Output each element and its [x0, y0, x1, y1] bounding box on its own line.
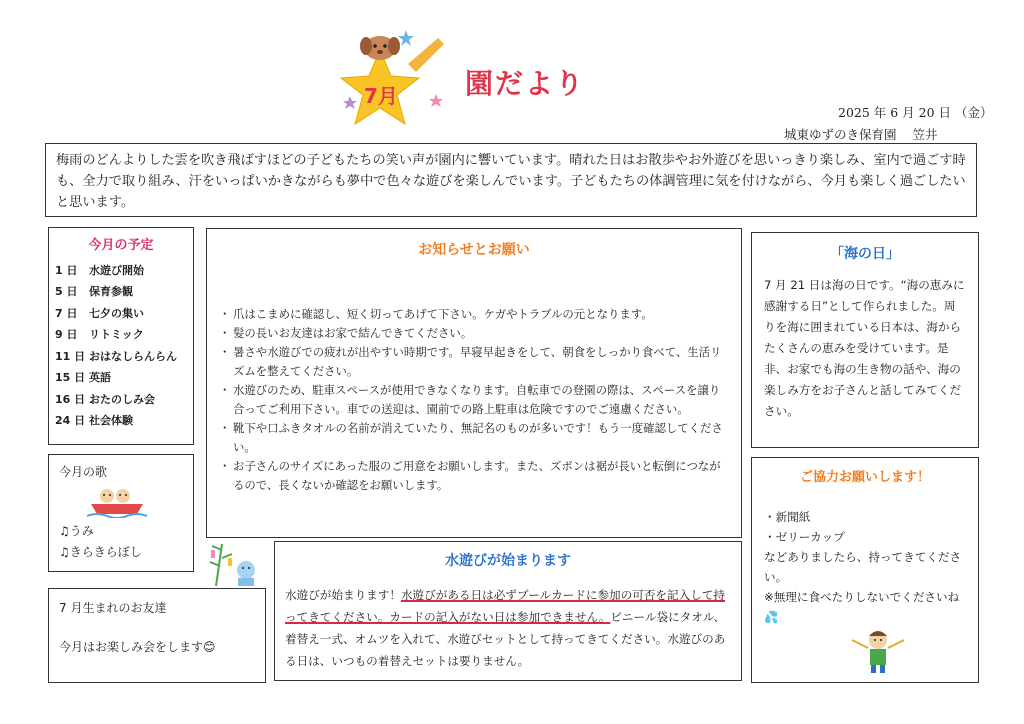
marine-day-text: 7 月 21 日は海の日です。“海の恵みに感謝する日”として作られました。周りを海に囲まれている日本は、海からたくさんの恵みを受けています。是非、お家でも海の生き物の話や、海の楽しみ方をお子さんと話してみてください。 [764, 278, 965, 418]
schedule-item [55, 302, 187, 324]
notice-item: ・ 爪はこまめに確認し、短く切ってあげて下さい。ケガやトラブルの元となります。 [221, 305, 727, 324]
song-item: ♫うみ [59, 524, 94, 538]
birthday-text: 今月はお楽しみ会をします😊 [59, 640, 216, 654]
birthday-box [48, 588, 266, 683]
water-drops-icon: 💦 [764, 610, 779, 624]
schedule-event: 七夕の集い [89, 306, 144, 320]
water-play-text [285, 584, 731, 672]
cooperation-item: ・新聞紙 [764, 510, 811, 524]
notice-item: ・ 髪の長いお友達はお家で結んできてください。 [221, 324, 727, 343]
cooperation-title: ご協力お願いします！ [799, 470, 930, 485]
notice-item: ・ 暑さや水遊びでの疲れが出やすい時期です。早寝早起きをして、朝食をしっかり食べて、生活リズムを整えてください。 [221, 343, 727, 381]
tanabata-illustration [208, 540, 266, 588]
notices-box [206, 228, 742, 538]
page-title: 園だより [465, 67, 586, 100]
notice-item: ・ 靴下や口ふきタオルの名前が消えていたり、無記名のものが多いです！もう一度確認してください。 [221, 419, 727, 457]
schedule-item [55, 367, 187, 389]
schedule-event: おたのしみ会 [89, 392, 155, 406]
boat-icon [87, 484, 147, 518]
schedule-event: 水遊び開始 [89, 263, 144, 277]
schedule-event: 英語 [89, 371, 111, 385]
schedule-day: 24 日 [55, 414, 86, 428]
song-item: ♫きらきらぼし [59, 545, 142, 559]
music-note-icon: ♫ [59, 524, 70, 538]
birthday-title: 7 月生まれのお友達 [59, 601, 167, 615]
notice-list [221, 305, 727, 495]
intro-text: 梅雨のどんよりした雲を吹き飛ばすほどの子どもたちの笑い声が園内に響いています。晴れた日はお散歩やお外遊びを思いっきり楽しみ、室内で過ごす時も、全力で取り組み、汗をいっぱいかきながらも夢中で色々な遊びを楽しんでいます。子どもたちの体調管理に気を付けながら、今月も楽しく過ごしたいと思います。 [56, 153, 966, 210]
schedule-day: 5 日 [55, 285, 78, 299]
water-play-box [274, 541, 742, 681]
schedule-item [55, 281, 187, 303]
schedule-day: 15 日 [55, 371, 86, 385]
notice-item: ・ お子さんのサイズにあった服のご用意をお願いします。また、ズボンは裾が長いと転倒につながるので、長くないか確認をお願いします。 [221, 457, 727, 495]
cooperation-warning: ※無理に食べたりしないでくださいね💦 [764, 590, 960, 624]
cooperation-text [764, 507, 966, 627]
marine-day-title: 「海の日」 [830, 246, 900, 262]
child-illustration [848, 626, 908, 674]
cooperation-note: などありましたら、持ってきてください。 [764, 550, 962, 584]
schedule-event: 社会体験 [89, 414, 133, 428]
schedule-box [48, 227, 194, 445]
cooperation-box [751, 457, 979, 683]
schedule-item [55, 324, 187, 346]
water-important-note: 水遊びがある日は必ずプールカードに参加の可否を記入して持ってきてください。カードの記入がない日は参加できません。 [285, 588, 726, 624]
marine-day-box [751, 232, 979, 448]
schedule-day: 7 日 [55, 306, 78, 320]
schedule-event: おはなしらんらん [89, 349, 177, 363]
issue-date: 2025 年 6 月 20 日 （金） [838, 105, 993, 120]
song-box [48, 454, 194, 572]
schedule-item [55, 410, 187, 432]
notices-title: お知らせとお願い [418, 242, 530, 258]
schedule-event: リトミック [89, 328, 144, 342]
schedule-title: 今月の予定 [88, 238, 154, 253]
schedule-item [55, 259, 187, 281]
schedule-item [55, 388, 187, 410]
intro-box [45, 143, 977, 217]
schedule-day: 11 日 [55, 349, 86, 363]
music-note-icon: ♫ [59, 545, 70, 559]
cooperation-item: ・ゼリーカップ [764, 530, 845, 544]
water-lead: 水遊びが始まります！ [285, 588, 401, 602]
schedule-day: 9 日 [55, 328, 78, 342]
schedule-item [55, 345, 187, 367]
notice-item: ・ 水遊びのため、駐車スペースが使用できなくなります。自転車での登園の際は、スペースを譲り合ってご利用下さい。車での送迎は、園前での路上駐車は危険ですのでご遠慮ください。 [221, 381, 727, 419]
schedule-event: 保育参観 [89, 285, 133, 299]
water-rest: ビニール袋にタオル、着替え一式、オムツを入れて、水遊びセットとして持ってきてください。水遊びのある日は、いつもの着替えセットは要りません。 [285, 610, 726, 668]
water-play-title: 水遊びが始まります [445, 553, 571, 569]
month-label: 7月 [364, 84, 398, 108]
schedule-day: 1 日 [55, 263, 78, 277]
school-name: 城東ゆずのき保育園 笠井 [784, 127, 938, 142]
month-star-illustration [330, 28, 450, 138]
schedule-day: 16 日 [55, 392, 86, 406]
song-title: 今月の歌 [59, 465, 108, 479]
